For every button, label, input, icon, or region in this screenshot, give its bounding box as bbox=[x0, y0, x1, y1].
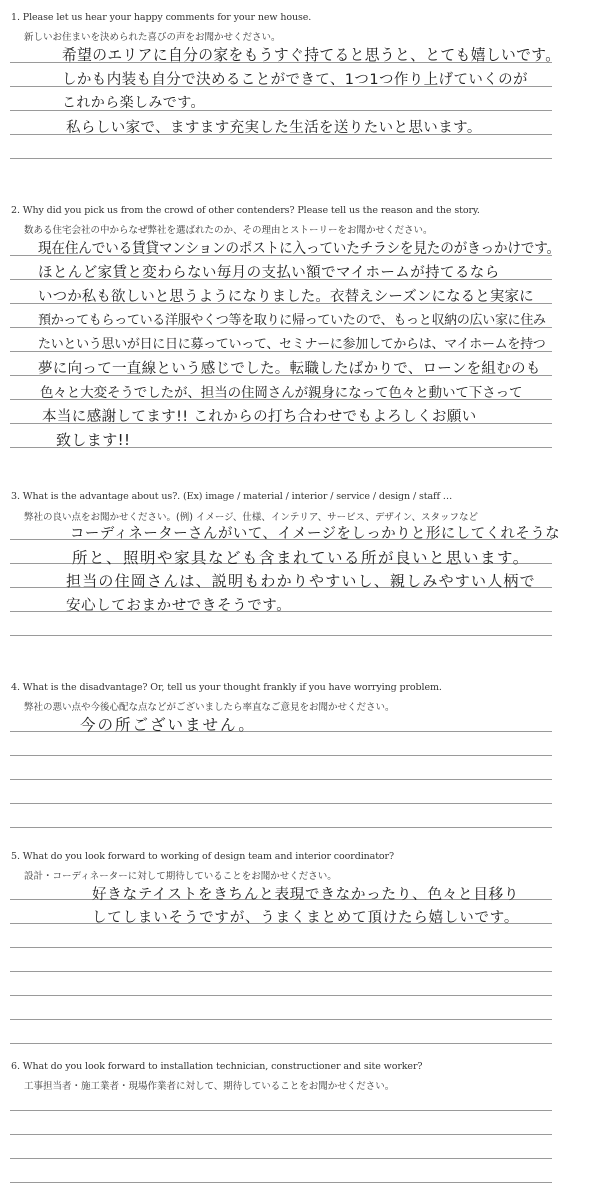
question-1-japanese: 新しいお住まいを決められた喜びの声をお聞かせください。 bbox=[24, 32, 281, 43]
answer-line bbox=[10, 995, 552, 996]
question-3-english: 3. What is the advantage about us?. (Ex) image / material / interior / service / design / staff … bbox=[11, 491, 453, 502]
question-5-japanese: 設計・コーディネーターに対して期待していることをお聞かせください。 bbox=[24, 871, 337, 882]
answer-2-line-9: 致します!! bbox=[56, 431, 131, 449]
question-3-japanese: 弊社の良い点をお聞かせください。(例) イメージ、仕様、インテリア、サービス、デザイン、スタッフなど bbox=[24, 512, 478, 523]
question-6-japanese: 工事担当者・施工業者・現場作業者に対して、期待していることをお聞かせください。 bbox=[24, 1081, 395, 1092]
answer-line bbox=[10, 947, 552, 948]
answer-3-line-3: 担当の住岡さんは、説明もわかりやすいし、親しみやすい人柄で bbox=[66, 572, 536, 590]
answer-3-line-4: 安心しておまかせできそうです。 bbox=[66, 598, 292, 614]
question-2-english: 2. Why did you pick us from the crowd of other contenders? Please tell us the reason and the story. bbox=[11, 205, 480, 216]
question-6-english: 6. What do you look forward to installation technician, constructioner and site worker? bbox=[11, 1061, 423, 1072]
answer-line bbox=[10, 803, 552, 804]
question-1-english: 1. Please let us hear your happy comments for your new house. bbox=[11, 12, 312, 23]
answer-2-line-1: 現在住んでいる賃貸マンションのポストに入っていたチラシを見たのがきっかけです。 bbox=[38, 241, 560, 257]
answer-5-line-1: 好きなテイストをきちんと表現できなかったり、色々と目移り bbox=[92, 887, 520, 903]
answer-1-line-2: しかも内装も自分で決めることができて、1つ1つ作り上げていくのが bbox=[62, 72, 528, 88]
question-5-english: 5. What do you look forward to working of design team and interior coordinator? bbox=[11, 851, 394, 862]
answer-line bbox=[10, 779, 552, 780]
answer-1-line-1: 希望のエリアに自分の家をもうすぐ持てると思うと、とても嬉しいです。 bbox=[62, 46, 561, 64]
answer-line bbox=[10, 971, 552, 972]
answer-5-line-2: してしまいそうですが、うまくまとめて頂けたら嬉しいです。 bbox=[92, 910, 520, 926]
answer-line bbox=[10, 635, 552, 636]
answer-2-line-7: 色々と大変そうでしたが、担当の住岡さんが親身になって色々と動いて下さって bbox=[40, 385, 523, 401]
answer-2-line-4: 預かってもらっている洋服やくつ等を取りに帰っていたので、もっと収納の広い家に住み bbox=[38, 313, 546, 328]
answer-2-line-5: たいという思いが日に日に募っていって、セミナーに参加してからは、マイホームを持つ bbox=[38, 337, 546, 352]
question-2-japanese: 数ある住宅会社の中からなぜ弊社を選ばれたのか、その理由とストーリーをお聞かせください。 bbox=[24, 225, 433, 236]
answer-1-line-4: 私らしい家で、ますます充実した生活を送りたいと思います。 bbox=[66, 120, 482, 136]
answer-line bbox=[10, 1110, 552, 1111]
answer-3-line-1: コーディネーターさんがいて、イメージをしっかりと形にしてくれそうな bbox=[70, 526, 561, 542]
answer-line bbox=[10, 827, 552, 828]
answer-2-line-3: いつか私も欲しいと思うようになりました。衣替えシーズンになると実家に bbox=[38, 289, 534, 305]
answer-2-line-6: 夢に向って一直線という感じでした。転職したばかりで、ローンを組むのも bbox=[38, 361, 541, 377]
answer-line bbox=[10, 755, 552, 756]
answer-line bbox=[10, 1019, 552, 1020]
answer-line bbox=[10, 158, 552, 159]
answer-line bbox=[10, 1158, 552, 1159]
answer-line bbox=[10, 1043, 552, 1044]
answer-2-line-2: ほとんど家賃と変わらない毎月の支払い額でマイホームが持てるなら bbox=[38, 265, 500, 281]
answer-line bbox=[10, 1134, 552, 1135]
question-4-japanese: 弊社の悪い点や今後心配な点などがございましたら率直なご意見をお聞かせください。 bbox=[24, 702, 395, 713]
question-4-english: 4. What is the disadvantage? Or, tell us your thought frankly if you have worrying problem. bbox=[11, 682, 442, 693]
answer-1-line-3: これから楽しみです。 bbox=[62, 95, 205, 111]
answer-line bbox=[10, 1182, 552, 1183]
answer-4-line-1: 今の所ございません。 bbox=[80, 716, 256, 734]
answer-2-line-8: 本当に感謝してます!! これからの打ち合わせでもよろしくお願い bbox=[42, 409, 477, 425]
answer-3-line-2: 所と、照明や家具なども含まれている所が良いと思います。 bbox=[72, 549, 530, 567]
